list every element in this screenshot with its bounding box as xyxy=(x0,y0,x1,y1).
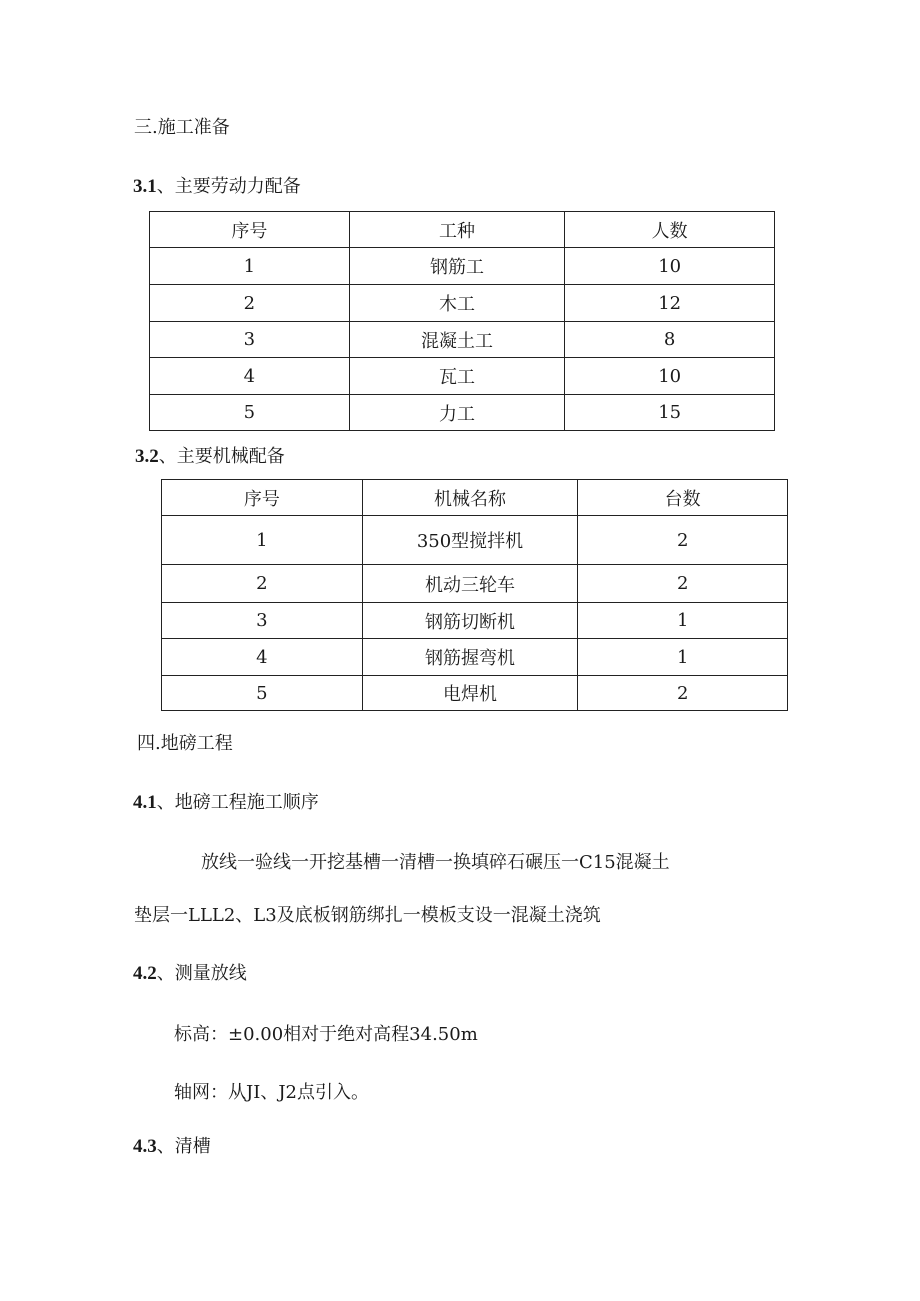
table-row xyxy=(150,322,775,358)
section-title: 、主要机械配备 xyxy=(158,446,285,467)
col-header-units: 台数 xyxy=(578,480,788,516)
section-4-3-heading xyxy=(133,1136,211,1158)
section-title: 、清槽 xyxy=(156,1136,211,1157)
elevation-text: 标高：±0.00相对于绝对高程34.50m xyxy=(174,1024,478,1045)
section-4-heading: 四.地磅工程 xyxy=(137,733,233,754)
table-row xyxy=(150,248,775,285)
table-row xyxy=(162,676,788,711)
section-title: 、测量放线 xyxy=(156,963,247,984)
cell-index: 2 xyxy=(150,285,350,322)
cell-units: 2 xyxy=(578,516,788,565)
table-row xyxy=(150,395,775,431)
cell-trade: 瓦工 xyxy=(349,358,565,395)
section-number: 4.1 xyxy=(133,792,157,813)
cell-index: 3 xyxy=(162,603,363,639)
table-row xyxy=(150,358,775,395)
cell-trade: 钢筋工 xyxy=(349,248,565,285)
table-row xyxy=(162,603,788,639)
cell-trade: 力工 xyxy=(349,395,565,431)
section-title: 、主要劳动力配备 xyxy=(156,176,301,197)
section-number: 4.2 xyxy=(133,963,157,984)
cell-count: 8 xyxy=(565,322,775,358)
cell-index: 2 xyxy=(162,565,363,603)
cell-count: 12 xyxy=(565,285,775,322)
machine-table xyxy=(161,479,788,711)
section-number: 3.1 xyxy=(133,176,157,197)
table-header-row xyxy=(162,480,788,516)
cell-units: 2 xyxy=(578,676,788,711)
section-4-2-heading xyxy=(133,963,247,985)
cell-index: 3 xyxy=(150,322,350,358)
table-row xyxy=(150,285,775,322)
cell-index: 1 xyxy=(150,248,350,285)
cell-count: 15 xyxy=(565,395,775,431)
table-row xyxy=(162,639,788,676)
cell-trade: 木工 xyxy=(349,285,565,322)
sequence-paragraph-line-1: 放线一验线一开挖基槽一清槽一换填碎石碾压一C15混凝土 xyxy=(201,852,670,873)
cell-machine: 电焊机 xyxy=(362,676,578,711)
cell-index: 4 xyxy=(150,358,350,395)
grid-text: 轴网：从JI、J2点引入。 xyxy=(174,1082,369,1103)
section-3-heading: 三.施工准备 xyxy=(134,117,230,138)
table-header-row xyxy=(150,212,775,248)
col-header-index: 序号 xyxy=(150,212,350,248)
col-header-trade: 工种 xyxy=(349,212,565,248)
cell-count: 10 xyxy=(565,358,775,395)
labor-table xyxy=(149,211,775,431)
cell-index: 4 xyxy=(162,639,363,676)
section-3-1-heading xyxy=(133,176,301,198)
cell-machine: 机动三轮车 xyxy=(362,565,578,603)
cell-machine: 钢筋切断机 xyxy=(362,603,578,639)
col-header-machine: 机械名称 xyxy=(362,480,578,516)
table-row xyxy=(162,565,788,603)
cell-units: 2 xyxy=(578,565,788,603)
cell-machine: 钢筋握弯机 xyxy=(362,639,578,676)
cell-trade: 混凝土工 xyxy=(349,322,565,358)
cell-units: 1 xyxy=(578,603,788,639)
cell-count: 10 xyxy=(565,248,775,285)
section-title: 、地磅工程施工顺序 xyxy=(156,792,319,813)
cell-index: 5 xyxy=(150,395,350,431)
section-number: 4.3 xyxy=(133,1136,157,1157)
cell-index: 5 xyxy=(162,676,363,711)
cell-machine: 350型搅拌机 xyxy=(362,516,578,565)
sequence-paragraph-line-2: 垫层一LLL2、L3及底板钢筋绑扎一模板支设一混凝土浇筑 xyxy=(134,905,601,926)
cell-index: 1 xyxy=(162,516,363,565)
col-header-index: 序号 xyxy=(162,480,363,516)
cell-units: 1 xyxy=(578,639,788,676)
section-4-1-heading xyxy=(133,792,319,814)
section-number: 3.2 xyxy=(135,446,159,467)
section-3-2-heading xyxy=(135,446,285,468)
table-row xyxy=(162,516,788,565)
col-header-count: 人数 xyxy=(565,212,775,248)
